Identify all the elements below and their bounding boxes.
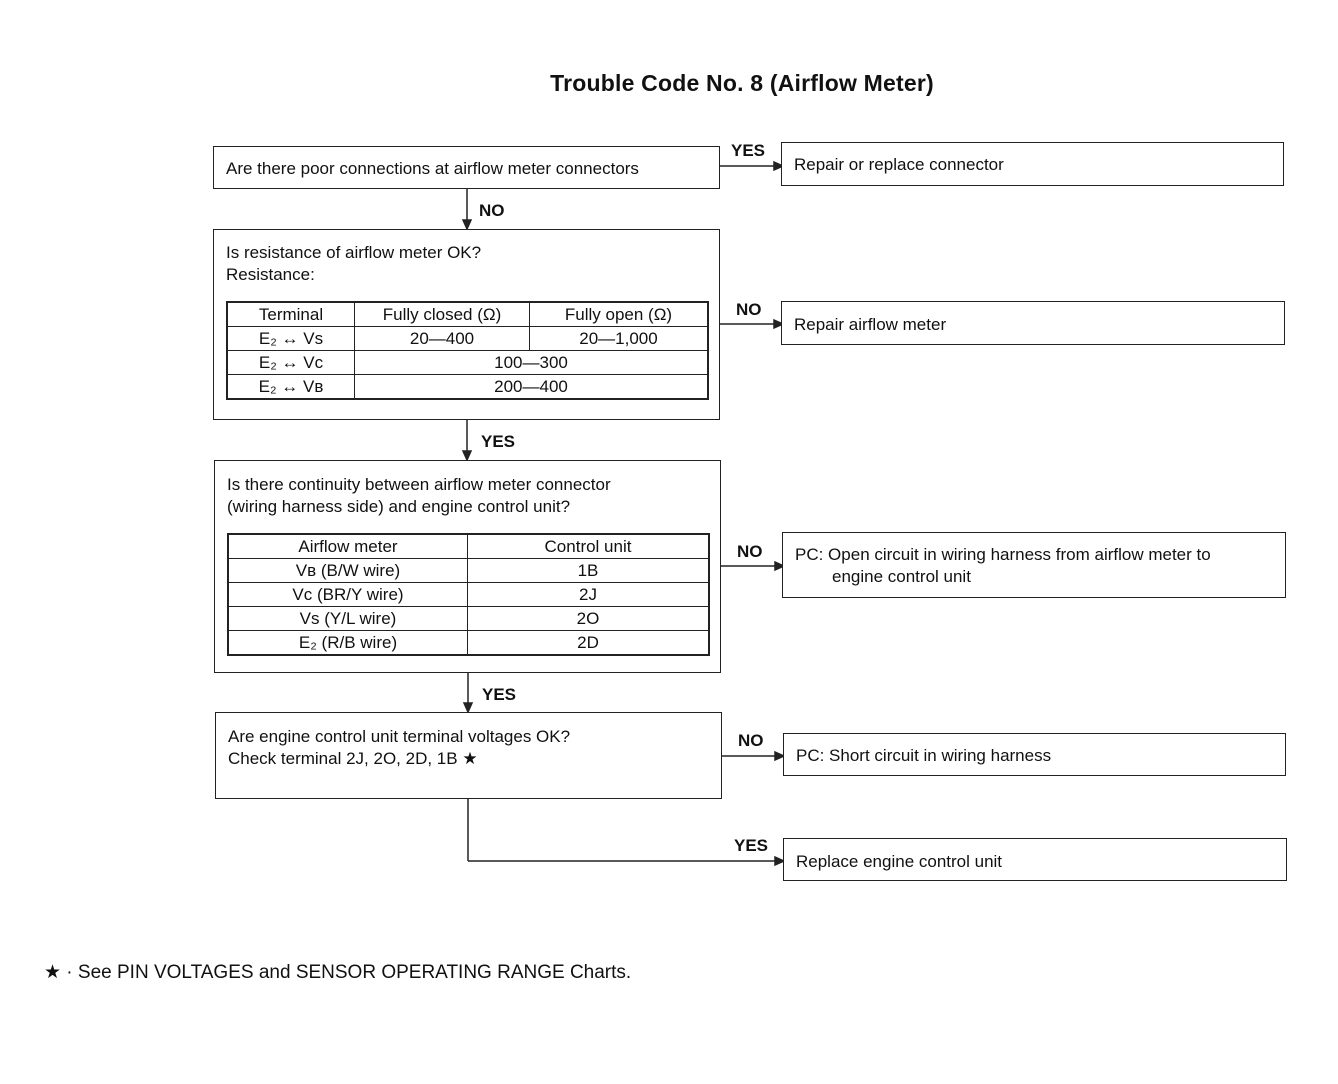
table-cell: 100—300	[355, 351, 709, 375]
table-cell: Vc (BR/Y wire)	[228, 583, 468, 607]
yes-label-1: YES	[731, 141, 766, 160]
question-text: Is resistance of airflow meter OK?	[226, 243, 482, 262]
action-text: Repair airflow meter	[794, 315, 947, 334]
action-text: PC: Short circuit in wiring harness	[796, 746, 1052, 765]
action-replace-ecu	[783, 838, 1287, 881]
table-cell: E₂ (R/B wire)	[228, 631, 468, 656]
no-label-1: NO	[479, 201, 505, 220]
continuity-table	[227, 533, 710, 656]
table-cell: 1B	[468, 559, 710, 583]
table-cell: E₂ ↔ Vc	[227, 351, 355, 375]
table-cell: E₂ ↔ Vв	[227, 375, 355, 400]
table-row	[228, 583, 709, 607]
no-label-2: NO	[736, 300, 762, 319]
table-cell: 2J	[468, 583, 710, 607]
action-open-circuit	[782, 532, 1286, 598]
question-subtext: (wiring harness side) and engine control unit?	[227, 497, 571, 516]
question-terminal-voltages	[215, 712, 722, 799]
question-subtext: Resistance:	[226, 265, 315, 284]
action-text-continued: engine control unit	[832, 567, 971, 586]
action-short-circuit	[783, 733, 1286, 776]
action-repair-connector	[781, 142, 1284, 186]
table-row	[228, 559, 709, 583]
footnote: ★ · See PIN VOLTAGES and SENSOR OPERATING RANGE Charts.	[44, 962, 632, 983]
yes-label-2: YES	[481, 432, 516, 451]
question-text: Are engine control unit terminal voltages OK?	[228, 727, 571, 746]
table-cell: 200—400	[355, 375, 709, 400]
question-text: Are there poor connections at airflow meter connectors	[226, 159, 639, 178]
table-header: Fully open (Ω)	[530, 302, 709, 327]
table-header: Airflow meter	[228, 534, 468, 559]
table-row	[228, 607, 709, 631]
action-repair-airflow-meter	[781, 301, 1285, 345]
table-row	[227, 375, 708, 400]
table-row	[227, 351, 708, 375]
action-text: PC: Open circuit in wiring harness from airflow meter to	[795, 545, 1211, 564]
table-cell: E₂ ↔ Vs	[227, 327, 355, 351]
action-text: Replace engine control unit	[796, 852, 1003, 871]
table-cell: Vs (Y/L wire)	[228, 607, 468, 631]
question-text: Is there continuity between airflow meter connector	[227, 475, 611, 494]
table-row	[227, 327, 708, 351]
table-header: Fully closed (Ω)	[355, 302, 530, 327]
table-row	[228, 631, 709, 656]
yes-label-4: YES	[734, 836, 769, 855]
resistance-table	[226, 301, 709, 400]
no-label-3: NO	[737, 542, 763, 561]
page-title: Trouble Code No. 8 (Airflow Meter)	[550, 70, 934, 96]
no-label-4: NO	[738, 731, 764, 750]
table-cell: 2D	[468, 631, 710, 656]
question-poor-connections	[213, 146, 720, 189]
yes-label-3: YES	[482, 685, 517, 704]
table-cell: 20—1,000	[530, 327, 709, 351]
action-text: Repair or replace connector	[794, 155, 1004, 174]
table-cell: Vв (B/W wire)	[228, 559, 468, 583]
table-cell: 20—400	[355, 327, 530, 351]
question-subtext: Check terminal 2J, 2O, 2D, 1B ★	[228, 749, 478, 768]
table-header: Terminal	[227, 302, 355, 327]
table-header: Control unit	[468, 534, 710, 559]
table-cell: 2O	[468, 607, 710, 631]
